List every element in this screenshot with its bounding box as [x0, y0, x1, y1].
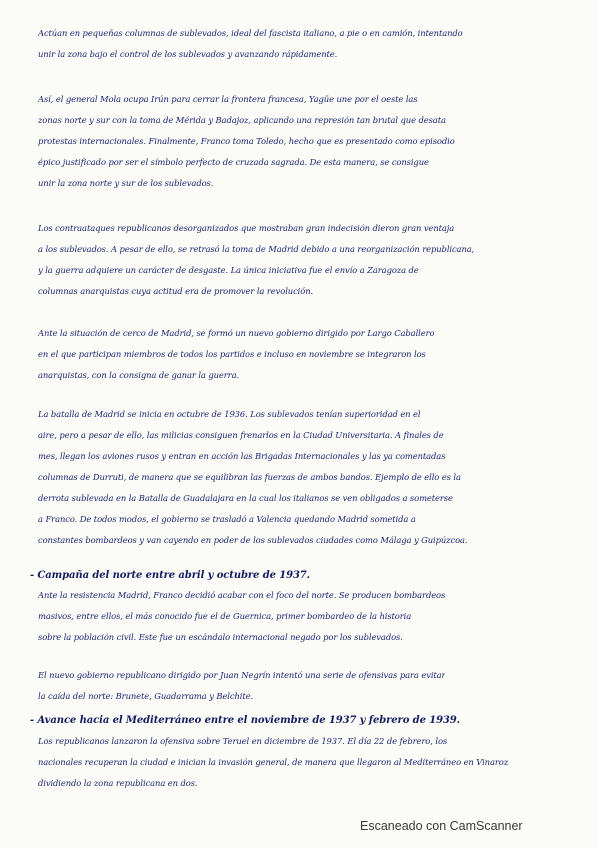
text-line: anarquistas, con la consigna de ganar la guerra.	[38, 370, 240, 380]
text-line: sobre la población civil. Este fue un escándalo internacional negado por los sublevados.	[38, 632, 403, 642]
text-line: protestas internacionales. Finalmente, Franco toma Toledo, hecho que es presentado como episodio	[38, 136, 455, 146]
text-line: Ante la situación de cerco de Madrid, se formó un nuevo gobierno dirigido por Largo Caballero	[38, 328, 435, 338]
text-line: unir la zona bajo el control de los sublevados y avanzando rápidamente.	[38, 49, 338, 59]
text-line: mes, llegan los aviones rusos y entran en acción las Brigadas Internacionales y las ya comentadas	[38, 451, 446, 461]
text-line: unir la zona norte y sur de los sublevados.	[38, 178, 214, 188]
text-line: masivos, entre ellos, el más conocido fue el de Guernica, primer bombardeo de la historia	[38, 611, 412, 621]
text-line: constantes bombardeos y van cayendo en poder de los sublevados ciudades como Málaga y Guipúzcoa.	[38, 535, 468, 545]
text-line: y la guerra adquiere un carácter de desgaste. La única iniciativa fue el envío a Zaragoza de	[38, 265, 419, 275]
text-line: la caída del norte: Brunete, Guadarrama y Belchite.	[38, 691, 254, 701]
text-line: a los sublevados. A pesar de ello, se retrasó la toma de Madrid debido a una reorganización republicana,	[38, 244, 475, 254]
section-heading: - Campaña del norte entre abril y octubre de 1937.	[30, 570, 311, 581]
text-line: derrota sublevada en la Batalla de Guadalajara en la cual los italianos se ven obligados a someterse	[38, 493, 453, 503]
text-line: épico justificado por ser el símbolo perfecto de cruzada sagrada. De esta manera, se consigue	[38, 157, 429, 167]
text-line: Los contraataques republicanos desorganizados que mostraban gran indecisión dieron gran ventaja	[38, 223, 455, 233]
text-line: Los republicanos lanzaron la ofensiva sobre Teruel en diciembre de 1937. El día 22 de febrero, los	[38, 736, 448, 746]
camscanner-watermark: Escaneado con CamScanner	[360, 819, 523, 833]
text-line: columnas anarquistas cuya actitud era de promover la revolución.	[38, 286, 314, 296]
text-line: zonas norte y sur con la toma de Mérida y Badajoz, aplicando una represión tan brutal que desata	[38, 115, 446, 125]
text-line: aire, pero a pesar de ello, las milicias consiguen frenarlos en la Ciudad Universitaria. A finales de	[38, 430, 444, 440]
text-line: columnas de Durruti, de manera que se equilibran las fuerzas de ambos bandos. Ejemplo de ello es la	[38, 472, 461, 482]
text-line: a Franco. De todos modos, el gobierno se trasladó a Valencia quedando Madrid sometida a	[38, 514, 416, 524]
text-line: La batalla de Madrid se inicia en octubre de 1936. Los sublevados tenían superioridad en el	[38, 409, 421, 419]
text-line: dividiendo la zona republicana en dos.	[38, 778, 198, 788]
text-line: Así, el general Mola ocupa Irún para cerrar la frontera francesa, Yagüe une por el oeste las	[38, 94, 418, 104]
text-line: en el que participan miembros de todos los partidos e incluso en noviembre se integraron los	[38, 349, 426, 359]
text-line: Ante la resistencia Madrid, Franco decidió acabar con el foco del norte. Se producen bombardeos	[38, 590, 446, 600]
text-line: El nuevo gobierno republicano dirigido por Juan Negrín intentó una serie de ofensivas para evitar	[38, 670, 446, 680]
section-heading: - Avance hacia el Mediterráneo entre el noviembre de 1937 y febrero de 1939.	[30, 715, 461, 726]
text-line: Actúan en pequeñas columnas de sublevados, ideal del fascista italiano, a pie o en camión, intentando	[38, 28, 463, 38]
text-line: nacionales recuperan la ciudad e inician la invasión general, de manera que llegaron al Mediterráneo en Vinaroz	[38, 757, 509, 767]
